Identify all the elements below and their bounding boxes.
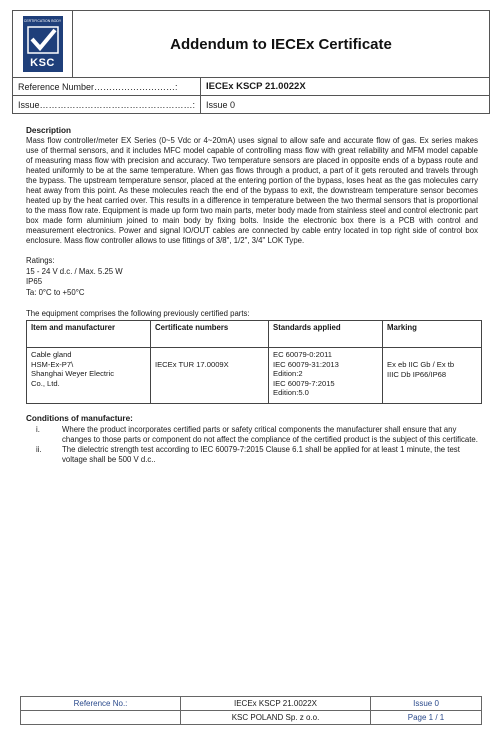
condition-text: The dielectric strength test according to IEC 60079-7:2015 Clause 6.1 shall be applied for at least 1 minute, the test voltage shall be 500 V d.c.. [62, 445, 460, 464]
standards-cell [269, 348, 383, 404]
footer-row [21, 697, 482, 711]
marking-line: IIIC Db IP66/IP68 [387, 369, 447, 379]
rating-line: IP65 [26, 277, 43, 286]
conditions-section [26, 414, 478, 465]
column-header: Item and manufacturer [27, 321, 151, 348]
footer-row [21, 711, 482, 725]
item-cell [27, 348, 151, 404]
column-header: Marking [383, 321, 482, 348]
footer-company: KSC POLAND Sp. z o.o. [181, 711, 371, 725]
document-title: Addendum to IECEx Certificate [170, 35, 392, 53]
item-line: Cable gland [31, 350, 72, 359]
title-cell [73, 11, 489, 77]
footer-issue: Issue 0 [371, 697, 482, 711]
equipment-header-row [27, 321, 482, 348]
condition-text: Where the product incorporates certified parts or safety critical components the manufacturer shall ensure that any changes to those parts or component do not affect the compliance of the certified product is the subject of this certificate. [62, 425, 478, 444]
logo-cell [13, 11, 73, 77]
ratings-section [26, 256, 478, 298]
marking-cell [383, 348, 482, 404]
footer-reference-value: IECEx KSCP 21.0022X [181, 697, 371, 711]
footer-empty-cell [21, 711, 181, 725]
footer-reference-label: Reference No.: [21, 697, 181, 711]
standard-line: EC 60079-0:2011 [273, 350, 332, 359]
checkmark-icon [27, 26, 59, 54]
standard-line: Edition:2 [273, 369, 303, 378]
rating-line: 15 - 24 V d.c. / Max. 5.25 W [26, 266, 123, 276]
ksc-logo [23, 16, 63, 72]
standard-line: IEC 60079-7:2015 [273, 378, 335, 388]
equipment-table [26, 320, 482, 404]
item-line: Co., Ltd. [31, 378, 60, 388]
column-header: Standards applied [269, 321, 383, 348]
item-line: Shanghai Weyer Electric [31, 369, 115, 378]
certificate-cell: IECEx TUR 17.0009X [151, 348, 269, 404]
reference-row [13, 78, 490, 96]
conditions-list [26, 425, 478, 465]
equipment-intro: The equipment comprises the following previously certified parts: [26, 309, 250, 318]
issue-label: Issue……………………………………………: [13, 96, 201, 114]
item-line: HSM-Ex-P7\ [31, 359, 74, 369]
rating-line: Ta: 0°C to +50°C [26, 287, 85, 297]
condition-item [26, 445, 478, 465]
column-header: Certificate numbers [151, 321, 269, 348]
issue-row [13, 96, 490, 114]
description-text: Mass flow controller/meter EX Series (0~5 Vdc or 4~20mA) uses signal to allow safe and accurate flow of gas. Ex series makes use of thermal sensors, and it includes MFC model capable of controlling mass flow with great reliability and MFM model capable of measuring mass flow with precision and accuracy. Two temperature sensors are placed in opposite ends of a bypass route and heated uniformly to be at the same temperature. When gas flows through a product, a part of it gets rerouted and travels through the bypass. The upstream temperature sensor, placed at the entering portion of the bypass, loses heat as the gas molecules carry heat away from this point. As these molecules reach the end of the bypass to exit, the downstream temperature sensor becomes heated up by the heat carried over. This results in a difference in temperature between the two thermal sensors that is proportional to the mass flow rate. Equipment is made up form two main parts, meter body made from stainless steel and control electronic part box made form aluminium joined to main body by fixing bolts. Inside the electronic box there is a PCB with control and measurement electronics. Power and signal IO/OUT cables are connected by cable entry located in top right side of control box enclosure. Mass flow controller allows to use fittings of 3/8", 1/2", 3/4" LOK Type. [26, 136, 478, 245]
ratings-title: Ratings: [26, 256, 55, 265]
reference-number-label: Reference Number………………………: [13, 78, 201, 96]
reference-table [12, 77, 490, 114]
condition-item [26, 425, 478, 445]
conditions-title: Conditions of manufacture: [26, 414, 133, 423]
marking-line: Ex eb IIC Gb / Ex tb [387, 360, 455, 369]
condition-number: i. [36, 425, 40, 434]
footer-table [20, 696, 482, 725]
issue-value: Issue 0 [201, 96, 490, 114]
condition-number: ii. [36, 445, 42, 454]
equipment-row [27, 348, 482, 404]
footer-page: Page 1 / 1 [371, 711, 482, 725]
logo-text: KSC [30, 57, 55, 69]
description-title: Description [26, 126, 72, 135]
document-body [26, 126, 478, 465]
standard-line: IEC 60079-31:2013 [273, 359, 339, 369]
standard-line: Edition:5.0 [273, 388, 309, 397]
document-header [12, 10, 490, 78]
logo-small-text: CERTIFICATION BODY [23, 19, 62, 23]
reference-number-value: IECEx KSCP 21.0022X [201, 78, 490, 96]
